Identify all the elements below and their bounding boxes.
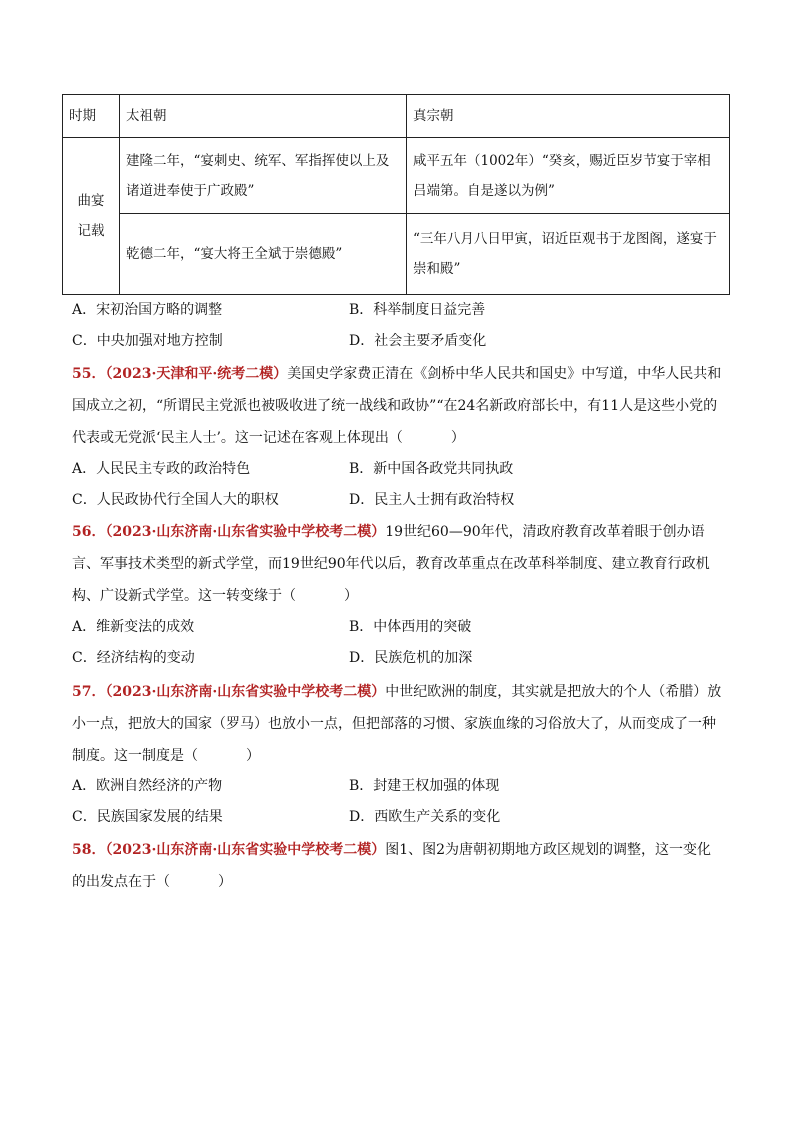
option-b[interactable]: B．新中国各政党共同执政 (349, 461, 514, 477)
table-cell: 咸平五年（1002年）“癸亥，赐近臣岁节宴于宰相吕端第。自是遂以为例” (407, 138, 730, 214)
option-a[interactable]: A．人民民主专政的政治特色 (72, 461, 251, 477)
question-close: ） (450, 430, 465, 446)
option-c[interactable]: C．民族国家发展的结果 (72, 809, 223, 825)
question-source: （2023·山东济南·山东省实验中学校考二模） (105, 684, 386, 700)
header-taizu: 太祖朝 (120, 95, 407, 138)
question-56 (72, 516, 722, 612)
option-b[interactable]: B．封建王权加强的体现 (349, 778, 500, 794)
question-number: 56． (72, 524, 106, 540)
question-number: 58． (72, 842, 106, 858)
option-d[interactable]: D．西欧生产关系的变化 (349, 809, 501, 825)
question-stem: 19世纪60—90年代，清政府教育改革着眼于创办语言、军事技术类型的新式学堂，而19世纪90年代以后，教育改革重点在改革科举制度、建立教育行政机构、广设新式学堂。这一转变缘于（ (72, 524, 710, 604)
question-stem: 美国史学家费正清在《剑桥中华人民共和国史》中写道，中华人民共和国成立之初，“所谓民主党派也被吸收进了统一战线和政协”“在24名新政府部长中，有11人是这些小党的代表或无党派‘民主人士’。这一记述在客观上体现出（ (72, 366, 722, 446)
question-55 (72, 358, 722, 454)
row-label-cell (63, 138, 120, 295)
option-a[interactable]: A．宋初治国方略的调整 (72, 302, 223, 318)
question-number: 55． (72, 366, 106, 382)
q55-options (72, 454, 722, 516)
table-row (63, 138, 730, 214)
table-cell: “三年八月八日甲寅，诏近臣观书于龙图阁，遂宴于崇和殿” (407, 214, 730, 295)
table-header-row (63, 95, 730, 138)
row-label-bottom: 记载 (77, 223, 105, 239)
option-c[interactable]: C．人民政协代行全国人大的职权 (72, 492, 279, 508)
table-cell: 建隆二年，“宴刺史、统军、军指挥使以上及诸道进奉使于广政殿” (120, 138, 407, 214)
option-d[interactable]: D．民主人士拥有政治特权 (349, 492, 515, 508)
question-58 (72, 834, 722, 898)
question-close: ） (218, 874, 232, 890)
table-cell: 乾德二年，“宴大将王全斌于崇德殿” (120, 214, 407, 295)
question-stem: 图1、图2为唐朝初期地方政区规划的调整，这一变化的出发点在于（ (72, 842, 712, 890)
option-c[interactable]: C．中央加强对地方控制 (72, 333, 223, 349)
question-close: ） (246, 748, 260, 764)
question-close: ） (344, 588, 358, 604)
question-source: （2023·天津和平·统考二模） (105, 366, 288, 382)
option-d[interactable]: D．民族危机的加深 (349, 650, 473, 666)
header-zhenzong: 真宗朝 (407, 95, 730, 138)
header-period: 时期 (63, 95, 120, 138)
option-d[interactable]: D．社会主要矛盾变化 (349, 333, 487, 349)
option-a[interactable]: A．维新变法的成效 (72, 619, 195, 635)
q54-options (72, 295, 722, 357)
row-label-top: 曲宴 (77, 193, 105, 209)
option-b[interactable]: B．科举制度日益完善 (349, 302, 486, 318)
option-b[interactable]: B．中体西用的突破 (349, 619, 472, 635)
question-stem: 中世纪欧洲的制度，其实就是把放大的个人（希腊）放小一点，把放大的国家（罗马）也放小一点，但把部落的习惯、家族血缘的习俗放大了，从而变成了一种制度。这一制度是（ (72, 684, 722, 764)
question-number: 57． (72, 684, 106, 700)
q56-options (72, 612, 722, 674)
question-57 (72, 676, 722, 772)
question-source: （2023·山东济南·山东省实验中学校考二模） (105, 524, 386, 540)
option-c[interactable]: C．经济结构的变动 (72, 650, 195, 666)
q57-options (72, 771, 722, 833)
banquet-record-table (62, 94, 730, 295)
option-a[interactable]: A．欧洲自然经济的产物 (72, 778, 223, 794)
table-row (63, 214, 730, 295)
question-source: （2023·山东济南·山东省实验中学校考二模） (105, 842, 386, 858)
